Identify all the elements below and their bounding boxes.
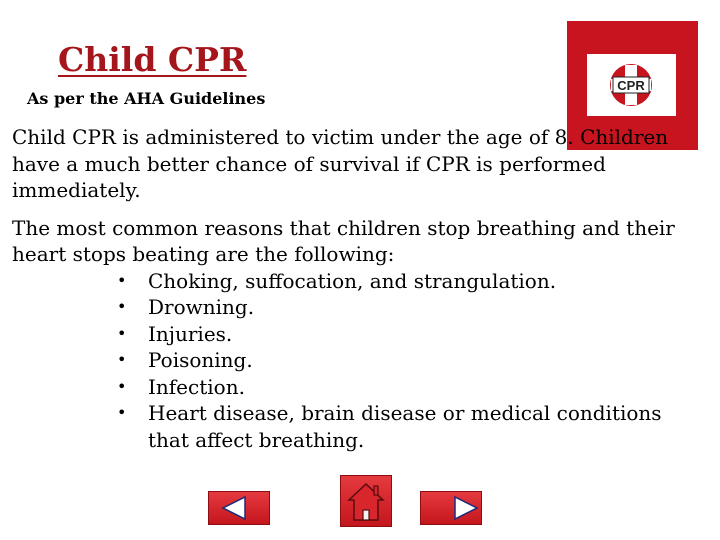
reasons-intro: The most common reasons that children stop breathing and their heart stops beating are the following: [12, 215, 675, 266]
next-button[interactable] [420, 491, 482, 525]
list-item: • Heart disease, brain disease or medical conditions that affect breathing. [12, 400, 702, 453]
list-item: • Infection. [12, 374, 702, 401]
slide-subtitle: As per the AHA Guidelines [27, 89, 266, 108]
house-icon [341, 476, 391, 526]
triangle-right-icon [421, 492, 481, 524]
reasons-list [12, 268, 702, 454]
home-button[interactable] [340, 475, 392, 527]
list-item: • Injuries. [12, 321, 702, 348]
previous-button[interactable] [208, 491, 270, 525]
cpr-cross-icon [587, 54, 676, 116]
cpr-logo-badge [587, 54, 676, 116]
triangle-left-icon [209, 492, 269, 524]
list-item: • Choking, suffocation, and strangulation. [12, 268, 702, 295]
list-item: • Drowning. [12, 294, 702, 321]
slide-title: Child CPR [58, 40, 247, 79]
list-item: • Poisoning. [12, 347, 702, 374]
cpr-logo-text: CPR [617, 78, 645, 93]
intro-paragraph: Child CPR is administered to victim under the age of 8. Children have a much better chance of survival if CPR is performed immediately. [12, 125, 669, 202]
slide-body [12, 124, 702, 453]
